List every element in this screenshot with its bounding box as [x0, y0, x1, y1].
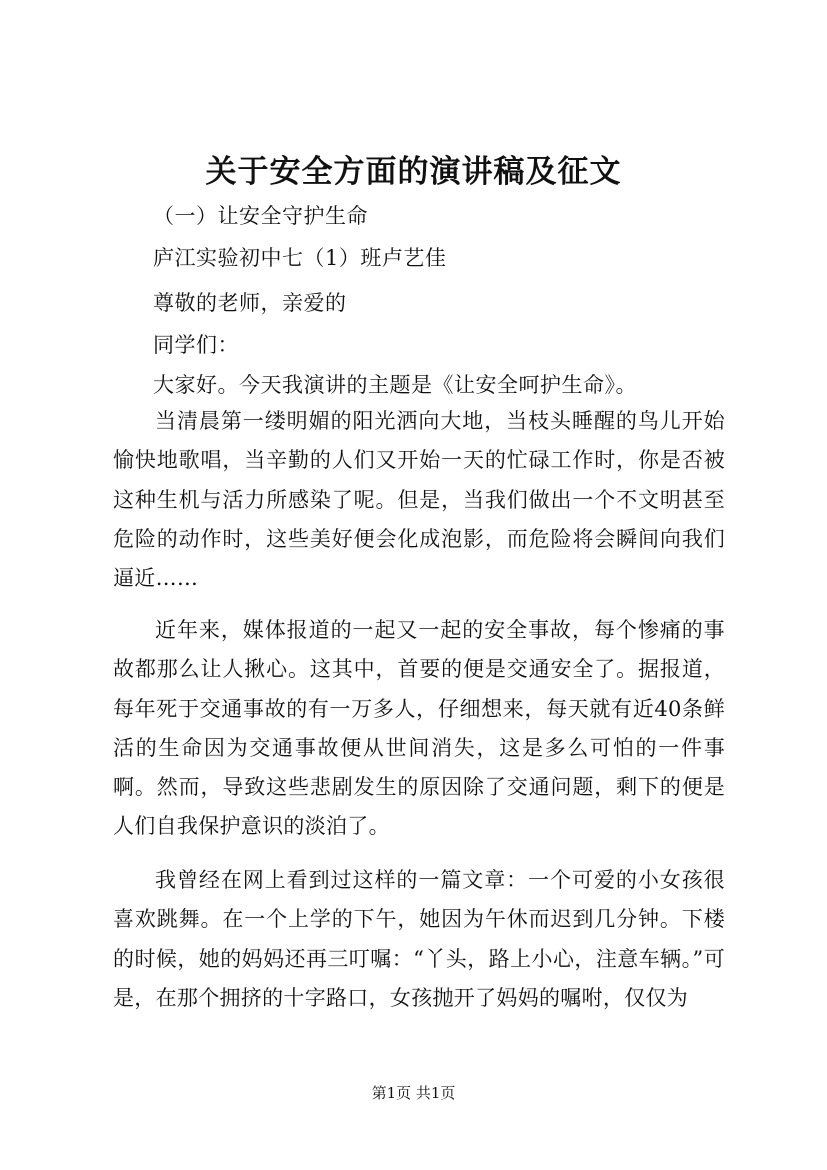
speech-subtitle: （一）让安全守护生命	[153, 204, 368, 228]
greeting-line: 大家好。今天我演讲的主题是《让安全呵护生命》。	[153, 373, 637, 397]
paragraph-2: 近年来，媒体报道的一起又一起的安全事故，每个惨痛的事故都那么让人揪心。这其中，首要的便是交通安全了。据报道，每年死于交通事故的有一万多人，仔细想来，每天就有近40条鲜活的生命因为交通事故便从世间消失，这是多么可怕的一件事啊。然而，导致这些悲剧发生的原因除了交通问题，剩下的便是人们自我保护意识的淡泊了。	[113, 618, 725, 839]
page-footer: 第1页 共1页	[371, 1084, 456, 1102]
salutation-line-2: 同学们：	[153, 333, 239, 357]
paragraph-1: 当清晨第一缕明媚的阳光洒向大地，当枝头睡醒的鸟儿开始愉快地歌唱，当辛勤的人们又开始一天的忙碌工作时，你是否被这种生机与活力所感染了呢。但是，当我们做出一个不文明甚至危险的动作时，这些美好便会化成泡影，而危险将会瞬间向我们逼近……	[113, 409, 725, 591]
paragraph-3: 我曾经在网上看到过这样的一篇文章：一个可爱的小女孩很喜欢跳舞。在一个上学的下午，她因为午休而迟到几分钟。下楼的时候，她的妈妈还再三叮嘱：“丫头，路上小心，注意车辆。”可是，在那个拥挤的十字路口，女孩抛开了妈妈的嘱咐，仅仅为	[113, 868, 725, 1010]
salutation-line-1: 尊敬的老师，亲爱的	[153, 291, 347, 315]
document-title: 关于安全方面的演讲稿及征文	[205, 154, 622, 190]
author-line: 庐江实验初中七（1）班卢艺佳	[153, 246, 447, 270]
